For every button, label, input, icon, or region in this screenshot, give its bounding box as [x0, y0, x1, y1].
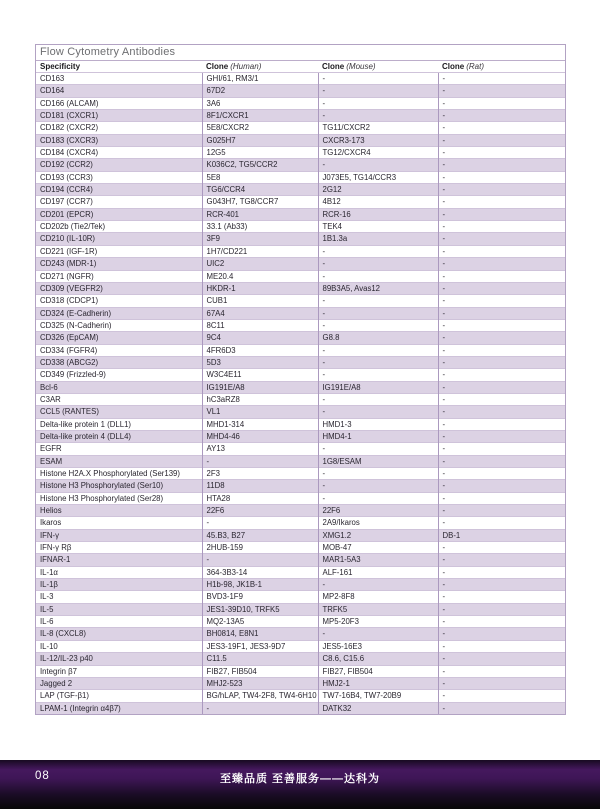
cell-clone-mouse: -: [318, 97, 438, 109]
cell-clone-rat: -: [438, 492, 565, 504]
cell-specificity: IL-10: [36, 640, 202, 652]
table-row: [36, 443, 565, 455]
cell-clone-mouse: -: [318, 579, 438, 591]
cell-clone-human: BH0814, E8N1: [202, 628, 318, 640]
cell-specificity: CD184 (CXCR4): [36, 147, 202, 159]
table-row: [36, 295, 565, 307]
cell-clone-mouse: HMD1-3: [318, 418, 438, 430]
table-row: [36, 85, 565, 97]
cell-clone-rat: DB-1: [438, 529, 565, 541]
cell-clone-human: 3A6: [202, 97, 318, 109]
cell-clone-mouse: -: [318, 393, 438, 405]
table-row: [36, 159, 565, 171]
cell-clone-mouse: -: [318, 295, 438, 307]
table-title: Flow Cytometry Antibodies: [36, 45, 565, 61]
cell-specificity: CCL5 (RANTES): [36, 406, 202, 418]
cell-specificity: Delta-like protein 4 (DLL4): [36, 430, 202, 442]
cell-clone-human: 4FR6D3: [202, 344, 318, 356]
cell-clone-human: C11.5: [202, 653, 318, 665]
cell-specificity: CD325 (N-Cadherin): [36, 319, 202, 331]
footer-content: [0, 770, 600, 786]
cell-clone-human: TG6/CCR4: [202, 184, 318, 196]
cell-clone-rat: -: [438, 369, 565, 381]
table-row: [36, 455, 565, 467]
cell-clone-human: FIB27, FIB504: [202, 665, 318, 677]
cell-clone-mouse: MP5-20F3: [318, 616, 438, 628]
cell-specificity: CD202b (Tie2/Tek): [36, 221, 202, 233]
cell-specificity: CD221 (IGF-1R): [36, 245, 202, 257]
cell-clone-rat: -: [438, 233, 565, 245]
cell-clone-mouse: -: [318, 110, 438, 122]
cell-clone-rat: -: [438, 159, 565, 171]
cell-clone-human: 2F3: [202, 468, 318, 480]
table-row: [36, 282, 565, 294]
cell-clone-rat: -: [438, 665, 565, 677]
antibody-data-table: [36, 72, 565, 714]
cell-clone-rat: -: [438, 603, 565, 615]
table-row: [36, 480, 565, 492]
table-row: [36, 690, 565, 702]
cell-specificity: CD271 (NGFR): [36, 270, 202, 282]
cell-clone-mouse: -: [318, 480, 438, 492]
cell-specificity: CD334 (FGFR4): [36, 344, 202, 356]
cell-clone-mouse: -: [318, 356, 438, 368]
table-row: [36, 406, 565, 418]
cell-clone-human: 22F6: [202, 505, 318, 517]
cell-clone-rat: -: [438, 393, 565, 405]
cell-clone-mouse: -: [318, 159, 438, 171]
table-row: [36, 381, 565, 393]
cell-clone-mouse: -: [318, 319, 438, 331]
cell-clone-rat: -: [438, 147, 565, 159]
cell-clone-mouse: -: [318, 406, 438, 418]
cell-clone-mouse: 1G8/ESAM: [318, 455, 438, 467]
cell-clone-mouse: CXCR3-173: [318, 134, 438, 146]
cell-clone-human: 3F9: [202, 233, 318, 245]
cell-specificity: CD318 (CDCP1): [36, 295, 202, 307]
table-row: [36, 554, 565, 566]
cell-specificity: IL-3: [36, 591, 202, 603]
table-row: [36, 628, 565, 640]
cell-clone-rat: -: [438, 480, 565, 492]
cell-clone-human: G043H7, TG8/CCR7: [202, 196, 318, 208]
cell-clone-human: MHJ2-523: [202, 677, 318, 689]
table-row: [36, 73, 565, 85]
cell-clone-rat: -: [438, 406, 565, 418]
cell-clone-rat: -: [438, 468, 565, 480]
cell-clone-rat: -: [438, 134, 565, 146]
cell-clone-mouse: -: [318, 85, 438, 97]
cell-clone-rat: -: [438, 653, 565, 665]
cell-clone-rat: -: [438, 690, 565, 702]
cell-specificity: Histone H3 Phosphorylated (Ser10): [36, 480, 202, 492]
cell-clone-mouse: HMJ2-1: [318, 677, 438, 689]
table-row: [36, 591, 565, 603]
cell-clone-human: -: [202, 702, 318, 714]
table-row: [36, 677, 565, 689]
cell-clone-mouse: TG11/CXCR2: [318, 122, 438, 134]
cell-clone-mouse: -: [318, 443, 438, 455]
table-row: [36, 393, 565, 405]
cell-clone-mouse: MAR1-5A3: [318, 554, 438, 566]
cell-clone-human: AY13: [202, 443, 318, 455]
cell-clone-human: W3C4E11: [202, 369, 318, 381]
cell-clone-human: 8C11: [202, 319, 318, 331]
table-row: [36, 492, 565, 504]
table-row: [36, 603, 565, 615]
cell-clone-human: 5E8/CXCR2: [202, 122, 318, 134]
table-row: [36, 258, 565, 270]
cell-clone-rat: -: [438, 245, 565, 257]
cell-clone-rat: -: [438, 566, 565, 578]
column-header-label: Clone: [206, 62, 229, 71]
footer-slogan: 至臻品质 至善服务——达科为: [219, 773, 381, 785]
cell-clone-human: G025H7: [202, 134, 318, 146]
cell-specificity: IFN-γ Rβ: [36, 542, 202, 554]
cell-clone-human: BVD3-1F9: [202, 591, 318, 603]
table-row: [36, 430, 565, 442]
cell-clone-rat: -: [438, 295, 565, 307]
cell-clone-rat: -: [438, 221, 565, 233]
cell-specificity: Helios: [36, 505, 202, 517]
cell-clone-human: 67D2: [202, 85, 318, 97]
cell-specificity: CD210 (IL-10R): [36, 233, 202, 245]
cell-clone-mouse: -: [318, 307, 438, 319]
cell-clone-mouse: MOB-47: [318, 542, 438, 554]
table-row: [36, 97, 565, 109]
cell-clone-rat: -: [438, 579, 565, 591]
cell-clone-human: IG191E/A8: [202, 381, 318, 393]
cell-specificity: CD192 (CCR2): [36, 159, 202, 171]
cell-clone-human: JES1-39D10, TRFK5: [202, 603, 318, 615]
column-header-clone-mouse: [318, 62, 438, 71]
cell-clone-mouse: G8.8: [318, 332, 438, 344]
cell-clone-mouse: MP2-8F8: [318, 591, 438, 603]
cell-clone-human: JES3-19F1, JES3-9D7: [202, 640, 318, 652]
footer-bar: [0, 760, 600, 809]
cell-clone-human: 8F1/CXCR1: [202, 110, 318, 122]
cell-clone-rat: -: [438, 628, 565, 640]
cell-clone-mouse: -: [318, 258, 438, 270]
column-header-qualifier: (Human): [230, 62, 262, 71]
column-header-qualifier: (Mouse): [346, 62, 376, 71]
cell-clone-mouse: -: [318, 369, 438, 381]
cell-clone-human: 2HUB-159: [202, 542, 318, 554]
column-header-clone-rat: [438, 62, 565, 71]
cell-specificity: CD183 (CXCR3): [36, 134, 202, 146]
cell-clone-human: 11D8: [202, 480, 318, 492]
table-row: [36, 418, 565, 430]
cell-specificity: CD163: [36, 73, 202, 85]
table-row: [36, 505, 565, 517]
cell-clone-mouse: JES5-16E3: [318, 640, 438, 652]
cell-specificity: Histone H3 Phosphorylated (Ser28): [36, 492, 202, 504]
column-header-label: Clone: [322, 62, 345, 71]
cell-clone-human: 5E8: [202, 171, 318, 183]
cell-specificity: Integrin β7: [36, 665, 202, 677]
cell-clone-rat: -: [438, 307, 565, 319]
cell-specificity: CD326 (EpCAM): [36, 332, 202, 344]
cell-specificity: IL-1β: [36, 579, 202, 591]
cell-clone-rat: -: [438, 677, 565, 689]
table-row: [36, 468, 565, 480]
table-row: [36, 147, 565, 159]
cell-clone-human: 1H7/CD221: [202, 245, 318, 257]
cell-specificity: LPAM-1 (Integrin α4β7): [36, 702, 202, 714]
cell-clone-rat: -: [438, 122, 565, 134]
table-row: [36, 196, 565, 208]
cell-clone-mouse: TG12/CXCR4: [318, 147, 438, 159]
table-row: [36, 356, 565, 368]
cell-clone-rat: -: [438, 73, 565, 85]
cell-clone-mouse: HMD4-1: [318, 430, 438, 442]
cell-clone-human: 45.B3, B27: [202, 529, 318, 541]
cell-clone-rat: -: [438, 702, 565, 714]
cell-specificity: IFN-γ: [36, 529, 202, 541]
table-row: [36, 529, 565, 541]
table-row: [36, 616, 565, 628]
table-row: [36, 344, 565, 356]
cell-clone-human: K036C2, TG5/CCR2: [202, 159, 318, 171]
cell-specificity: LAP (TGF-β1): [36, 690, 202, 702]
cell-clone-human: 67A4: [202, 307, 318, 319]
table-row: [36, 332, 565, 344]
cell-clone-human: ME20.4: [202, 270, 318, 282]
table-row: [36, 319, 565, 331]
cell-specificity: Ikaros: [36, 517, 202, 529]
cell-clone-mouse: XMG1.2: [318, 529, 438, 541]
cell-specificity: CD164: [36, 85, 202, 97]
cell-clone-mouse: -: [318, 468, 438, 480]
cell-specificity: ESAM: [36, 455, 202, 467]
cell-clone-rat: -: [438, 344, 565, 356]
cell-specificity: CD324 (E-Cadherin): [36, 307, 202, 319]
cell-clone-mouse: 89B3A5, Avas12: [318, 282, 438, 294]
cell-clone-rat: -: [438, 542, 565, 554]
column-header-specificity: [36, 62, 202, 71]
cell-clone-human: UIC2: [202, 258, 318, 270]
cell-clone-rat: -: [438, 418, 565, 430]
cell-clone-mouse: TRFK5: [318, 603, 438, 615]
cell-clone-mouse: TEK4: [318, 221, 438, 233]
table-row: [36, 245, 565, 257]
table-row: [36, 517, 565, 529]
cell-clone-rat: -: [438, 208, 565, 220]
table-row: [36, 566, 565, 578]
table-row: [36, 542, 565, 554]
table-row: [36, 307, 565, 319]
cell-clone-human: MQ2-13A5: [202, 616, 318, 628]
cell-specificity: CD349 (Frizzled-9): [36, 369, 202, 381]
cell-specificity: C3AR: [36, 393, 202, 405]
cell-clone-rat: -: [438, 591, 565, 603]
cell-clone-rat: -: [438, 356, 565, 368]
cell-specificity: IL-6: [36, 616, 202, 628]
cell-clone-mouse: -: [318, 73, 438, 85]
column-header-label: Clone: [442, 62, 465, 71]
cell-clone-mouse: -: [318, 270, 438, 282]
cell-specificity: CD193 (CCR3): [36, 171, 202, 183]
cell-clone-rat: -: [438, 184, 565, 196]
cell-clone-mouse: -: [318, 628, 438, 640]
cell-clone-human: 9C4: [202, 332, 318, 344]
table-row: [36, 653, 565, 665]
cell-clone-human: H1b-98, JK1B-1: [202, 579, 318, 591]
cell-clone-mouse: TW7-16B4, TW7-20B9: [318, 690, 438, 702]
cell-specificity: IL-5: [36, 603, 202, 615]
cell-clone-mouse: 22F6: [318, 505, 438, 517]
cell-clone-rat: -: [438, 85, 565, 97]
table-row: [36, 184, 565, 196]
table-row: [36, 702, 565, 714]
cell-clone-rat: -: [438, 455, 565, 467]
cell-clone-rat: -: [438, 319, 565, 331]
cell-clone-mouse: 1B1.3a: [318, 233, 438, 245]
cell-specificity: CD194 (CCR4): [36, 184, 202, 196]
cell-specificity: EGFR: [36, 443, 202, 455]
cell-specificity: IFNAR-1: [36, 554, 202, 566]
cell-clone-human: 364-3B3-14: [202, 566, 318, 578]
column-header-clone-human: [202, 62, 318, 71]
cell-clone-rat: -: [438, 381, 565, 393]
cell-clone-mouse: J073E5, TG14/CCR3: [318, 171, 438, 183]
cell-clone-mouse: RCR-16: [318, 208, 438, 220]
cell-clone-human: RCR-401: [202, 208, 318, 220]
cell-clone-human: 12G5: [202, 147, 318, 159]
table-header-row: [36, 61, 565, 72]
cell-specificity: CD338 (ABCG2): [36, 356, 202, 368]
cell-clone-rat: -: [438, 97, 565, 109]
antibody-table-body: [36, 73, 565, 714]
table-row: [36, 110, 565, 122]
table-row: [36, 122, 565, 134]
cell-clone-human: -: [202, 455, 318, 467]
cell-specificity: Jagged 2: [36, 677, 202, 689]
table-row: [36, 171, 565, 183]
cell-specificity: IL-1α: [36, 566, 202, 578]
cell-clone-rat: -: [438, 171, 565, 183]
cell-clone-rat: -: [438, 443, 565, 455]
cell-specificity: CD181 (CXCR1): [36, 110, 202, 122]
antibody-table: [35, 44, 566, 715]
cell-specificity: CD182 (CXCR2): [36, 122, 202, 134]
table-row: [36, 270, 565, 282]
cell-clone-rat: -: [438, 110, 565, 122]
cell-clone-human: HTA28: [202, 492, 318, 504]
cell-clone-mouse: FIB27, FIB504: [318, 665, 438, 677]
cell-specificity: CD201 (EPCR): [36, 208, 202, 220]
cell-clone-mouse: 2A9/Ikaros: [318, 517, 438, 529]
cell-clone-human: HKDR-1: [202, 282, 318, 294]
column-header-qualifier: (Rat): [466, 62, 485, 71]
cell-clone-human: hC3aRZ8: [202, 393, 318, 405]
cell-clone-human: MHD4-46: [202, 430, 318, 442]
column-header-label: Specificity: [40, 62, 81, 71]
cell-clone-rat: -: [438, 505, 565, 517]
cell-clone-rat: -: [438, 616, 565, 628]
cell-clone-rat: -: [438, 554, 565, 566]
cell-clone-mouse: C8.6, C15.6: [318, 653, 438, 665]
cell-specificity: CD197 (CCR7): [36, 196, 202, 208]
cell-clone-mouse: 4B12: [318, 196, 438, 208]
cell-clone-mouse: IG191E/A8: [318, 381, 438, 393]
cell-specificity: CD243 (MDR-1): [36, 258, 202, 270]
cell-clone-rat: -: [438, 640, 565, 652]
cell-clone-mouse: ALF-161: [318, 566, 438, 578]
cell-clone-mouse: -: [318, 245, 438, 257]
cell-clone-human: BG/hLAP, TW4-2F8, TW4-6H10: [202, 690, 318, 702]
cell-clone-rat: -: [438, 196, 565, 208]
cell-clone-human: 33.1 (Ab33): [202, 221, 318, 233]
cell-specificity: Bcl-6: [36, 381, 202, 393]
cell-clone-human: -: [202, 517, 318, 529]
cell-specificity: CD166 (ALCAM): [36, 97, 202, 109]
table-row: [36, 665, 565, 677]
cell-clone-human: MHD1-314: [202, 418, 318, 430]
table-row: [36, 208, 565, 220]
cell-clone-mouse: -: [318, 344, 438, 356]
page-number: 08: [35, 770, 50, 782]
cell-clone-human: -: [202, 554, 318, 566]
cell-clone-mouse: DATK32: [318, 702, 438, 714]
table-row: [36, 369, 565, 381]
cell-clone-human: 5D3: [202, 356, 318, 368]
cell-specificity: Delta-like protein 1 (DLL1): [36, 418, 202, 430]
cell-specificity: CD309 (VEGFR2): [36, 282, 202, 294]
table-row: [36, 221, 565, 233]
cell-clone-rat: -: [438, 517, 565, 529]
cell-clone-human: GHI/61, RM3/1: [202, 73, 318, 85]
table-row: [36, 134, 565, 146]
table-row: [36, 233, 565, 245]
cell-specificity: IL-12/IL-23 p40: [36, 653, 202, 665]
cell-specificity: IL-8 (CXCL8): [36, 628, 202, 640]
cell-clone-human: CUB1: [202, 295, 318, 307]
cell-clone-human: VL1: [202, 406, 318, 418]
cell-clone-rat: -: [438, 282, 565, 294]
cell-clone-mouse: -: [318, 492, 438, 504]
table-row: [36, 579, 565, 591]
table-row: [36, 640, 565, 652]
cell-clone-rat: -: [438, 332, 565, 344]
cell-clone-rat: -: [438, 258, 565, 270]
cell-specificity: Histone H2A.X Phosphorylated (Ser139): [36, 468, 202, 480]
cell-clone-mouse: 2G12: [318, 184, 438, 196]
cell-clone-rat: -: [438, 270, 565, 282]
cell-clone-rat: -: [438, 430, 565, 442]
